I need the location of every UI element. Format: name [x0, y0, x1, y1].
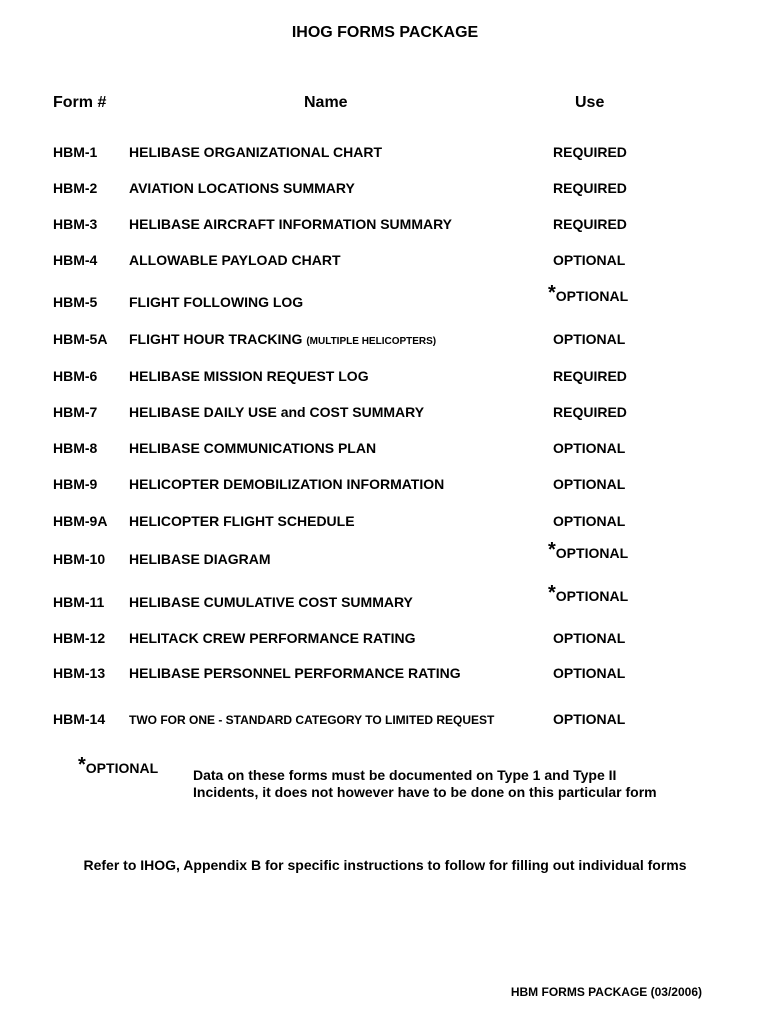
form-use [553, 404, 627, 420]
table-row [0, 216, 770, 236]
form-use-text: OPTIONAL [555, 288, 629, 304]
form-number: HBM-4 [53, 252, 98, 268]
form-name [129, 216, 452, 232]
form-number: HBM-13 [53, 665, 106, 681]
form-name [129, 368, 369, 384]
form-number: HBM-5A [53, 331, 108, 347]
legend-description: Data on these forms must be documented on Type 1 and Type II Incidents, it does not however have to be done on this particular form [193, 767, 657, 800]
form-name [129, 513, 355, 529]
table-row [0, 144, 770, 164]
form-use [553, 144, 627, 160]
asterisk-icon: * [548, 282, 556, 304]
form-number: HBM-8 [53, 440, 98, 456]
form-use-text: REQUIRED [553, 180, 627, 196]
legend-label-text: OPTIONAL [85, 760, 159, 776]
form-use [548, 582, 629, 604]
form-name [129, 294, 303, 310]
form-number: HBM-5 [53, 294, 98, 310]
legend-optional-label [78, 754, 159, 776]
header-form-number: Form # [53, 94, 107, 111]
page-title: IHOG FORMS PACKAGE [291, 24, 479, 41]
form-name [129, 404, 424, 420]
asterisk-icon: * [78, 754, 86, 776]
table-row [0, 630, 770, 650]
form-name [129, 331, 436, 347]
footer-label: HBM FORMS PACKAGE (03/2006) [510, 985, 702, 999]
table-row [0, 539, 770, 571]
form-use [553, 630, 625, 646]
form-name [129, 180, 355, 196]
form-number: HBM-9A [53, 513, 108, 529]
form-name-text: HELITACK CREW PERFORMANCE RATING [129, 630, 416, 646]
form-use-text: OPTIONAL [553, 440, 626, 456]
header-name: Name [304, 94, 348, 111]
table-row [0, 665, 770, 685]
table-row [0, 476, 770, 496]
form-number: HBM-14 [53, 711, 106, 727]
form-name-text: ALLOWABLE PAYLOAD CHART [129, 252, 341, 268]
reference-note: Refer to IHOG, Appendix B for specific instructions to follow for filling out individual forms [83, 857, 687, 873]
form-number: HBM-3 [53, 216, 98, 232]
form-use-text: OPTIONAL [553, 513, 626, 529]
form-name-text: HELIBASE DAILY USE and COST SUMMARY [129, 404, 425, 420]
form-use [553, 216, 627, 232]
table-row [0, 513, 770, 533]
form-use [548, 282, 629, 304]
table-row [0, 368, 770, 388]
form-use-text: OPTIONAL [553, 331, 626, 347]
form-name-text: FLIGHT FOLLOWING LOG [129, 294, 304, 310]
form-number: HBM-9 [53, 476, 98, 492]
form-name-text: HELIBASE DIAGRAM [129, 551, 271, 567]
form-name [129, 594, 413, 610]
form-number: HBM-7 [53, 404, 98, 420]
form-number: HBM-12 [53, 630, 106, 646]
form-name [129, 713, 494, 727]
form-name-text: AVIATION LOCATIONS SUMMARY [129, 180, 355, 196]
form-name [129, 630, 415, 646]
form-name-text: HELIBASE PERSONNEL PERFORMANCE RATING [129, 665, 461, 681]
form-name [129, 252, 341, 268]
form-use-text: OPTIONAL [555, 545, 629, 561]
table-row [0, 404, 770, 424]
form-name-text: HELIBASE ORGANIZATIONAL CHART [129, 144, 383, 160]
table-row [0, 331, 770, 351]
form-use-text: OPTIONAL [553, 476, 626, 492]
table-row [0, 282, 770, 314]
header-use: Use [575, 94, 605, 111]
asterisk-icon: * [548, 582, 556, 604]
form-use-text: OPTIONAL [553, 252, 626, 268]
form-name [129, 551, 271, 567]
form-name-text: FLIGHT HOUR TRACKING [129, 331, 303, 347]
form-name [129, 144, 382, 160]
form-number: HBM-2 [53, 180, 98, 196]
form-use-text: OPTIONAL [555, 588, 629, 604]
form-name-text: TWO FOR ONE - STANDARD CATEGORY TO LIMITED REQUEST [129, 713, 495, 727]
form-number: HBM-6 [53, 368, 98, 384]
table-row [0, 440, 770, 460]
form-use [553, 513, 625, 529]
form-number: HBM-1 [53, 144, 98, 160]
table-row [0, 582, 770, 614]
form-name-text: HELICOPTER DEMOBILIZATION INFORMATION [129, 476, 445, 492]
form-use [553, 665, 625, 681]
form-use [553, 252, 625, 268]
form-name-text: HELIBASE COMMUNICATIONS PLAN [129, 440, 377, 456]
form-name-text: HELIBASE CUMULATIVE COST SUMMARY [129, 594, 413, 610]
form-use [553, 368, 627, 384]
form-name-text: HELICOPTER FLIGHT SCHEDULE [129, 513, 355, 529]
form-use [548, 539, 629, 561]
table-row [0, 180, 770, 200]
form-use [553, 331, 625, 347]
asterisk-icon: * [548, 539, 556, 561]
form-use-text: REQUIRED [553, 216, 627, 232]
form-use [553, 476, 625, 492]
form-use-text: REQUIRED [553, 404, 627, 420]
form-use-text: OPTIONAL [553, 630, 626, 646]
table-row [0, 711, 770, 731]
form-number: HBM-10 [53, 551, 106, 567]
form-name [129, 476, 444, 492]
form-use-text: OPTIONAL [553, 711, 626, 727]
form-use-text: REQUIRED [553, 368, 627, 384]
form-use [553, 711, 625, 727]
form-use-text: REQUIRED [553, 144, 627, 160]
form-use [553, 180, 627, 196]
form-name-text: HELIBASE AIRCRAFT INFORMATION SUMMARY [129, 216, 453, 232]
form-name-text: HELIBASE MISSION REQUEST LOG [129, 368, 369, 384]
form-number: HBM-11 [53, 594, 105, 610]
form-name [129, 665, 461, 681]
form-use [553, 440, 625, 456]
form-name-note: (MULTIPLE HELICOPTERS) [306, 336, 437, 347]
form-name [129, 440, 376, 456]
table-row [0, 252, 770, 272]
form-use-text: OPTIONAL [553, 665, 626, 681]
